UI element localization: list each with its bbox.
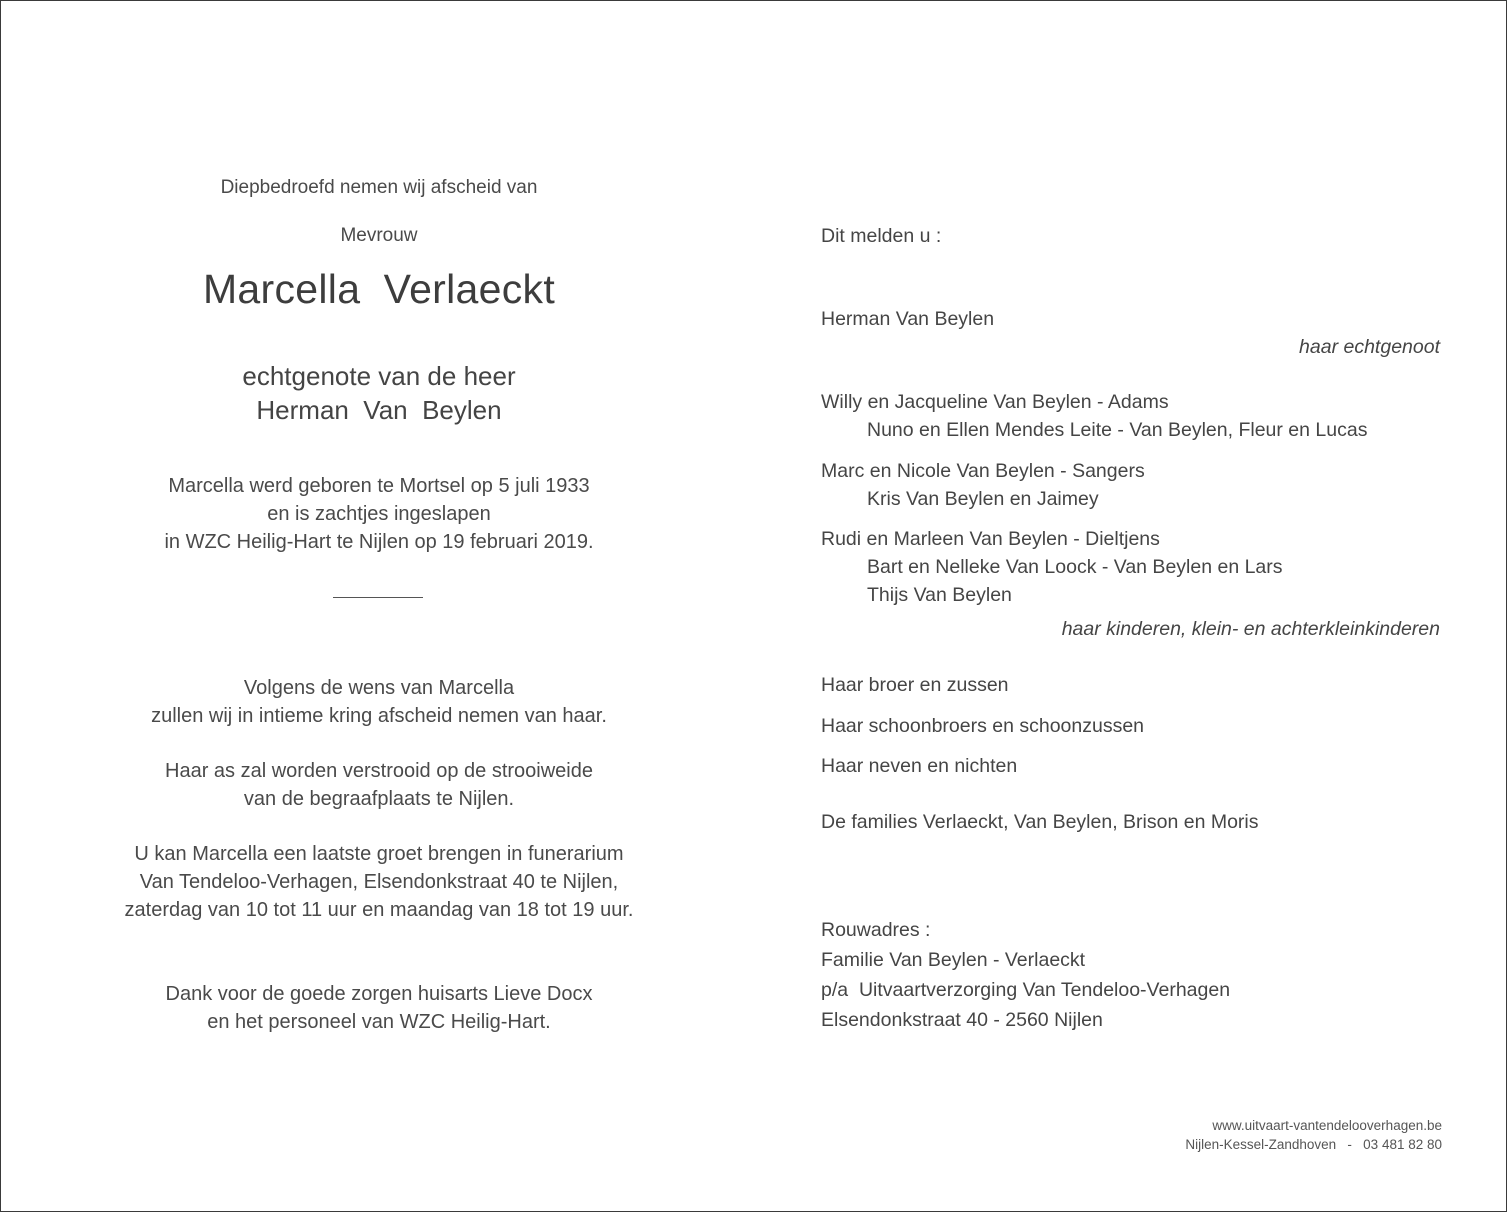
- website-text: www.uitvaart-vantendelooverhagen.be: [1212, 1118, 1442, 1133]
- divider-line: [333, 597, 423, 598]
- siblings: Haar broer en zussen: [821, 674, 1009, 696]
- wish-line-1: Volgens de wens van Marcella: [243, 677, 515, 699]
- ash-line-2: van de begraafplaats te Nijlen.: [243, 788, 515, 810]
- address-line-3: Elsendonkstraat 40 - 2560 Nijlen: [821, 1009, 1103, 1031]
- birth-line-3: in WZC Heilig-Hart te Nijlen op 19 februari 2019.: [164, 531, 594, 553]
- ash-line-1: Haar as zal worden verstrooid op de strooiweide: [165, 760, 593, 782]
- spouse-line-1: echtgenote van de heer: [242, 361, 516, 391]
- birth-line-1: Marcella werd geboren te Mortsel op 5 juli 1933: [168, 475, 590, 497]
- deceased-name: Marcella Verlaeckt: [202, 266, 556, 312]
- visit-line-3: zaterdag van 10 tot 11 uur en maandag van 18 tot 19 uur.: [124, 899, 634, 921]
- child-2: Marc en Nicole Van Beylen - Sangers: [821, 460, 1145, 482]
- visit-line-2: Van Tendeloo-Verhagen, Elsendonkstraat 40 te Nijlen,: [139, 871, 619, 893]
- in-laws: Haar schoonbroers en schoonzussen: [821, 715, 1145, 737]
- visit-line-1: U kan Marcella een laatste groet brengen in funerarium: [134, 843, 624, 865]
- address-line-1: Familie Van Beylen - Verlaeckt: [821, 949, 1086, 971]
- child-1: Willy en Jacqueline Van Beylen - Adams: [821, 391, 1169, 413]
- spouse-line-2: Herman Van Beylen: [256, 395, 502, 425]
- thanks-line-1: Dank voor de goede zorgen huisarts Lieve Docx: [165, 983, 593, 1005]
- husband-name: Herman Van Beylen: [821, 308, 995, 330]
- thanks-line-2: en het personeel van WZC Heilig-Hart.: [207, 1011, 551, 1033]
- birth-line-2: en is zachtjes ingeslapen: [267, 503, 491, 525]
- husband-role: haar echtgenoot: [1299, 336, 1440, 358]
- announce-text: Dit melden u :: [821, 225, 942, 247]
- child-2-descendants: Kris Van Beylen en Jaimey: [867, 488, 1099, 510]
- wish-line-2: zullen wij in intieme kring afscheid nemen van haar.: [151, 705, 607, 727]
- children-role: haar kinderen, klein- en achterkleinkinderen: [1061, 618, 1440, 640]
- address-line-2: p/a Uitvaartverzorging Van Tendeloo-Verhagen: [821, 979, 1231, 1001]
- child-1-descendants: Nuno en Ellen Mendes Leite - Van Beylen, Fleur en Lucas: [867, 419, 1368, 441]
- address-label: Rouwadres :: [821, 919, 931, 941]
- child-3-descendants-1: Bart en Nelleke Van Loock - Van Beylen en Lars: [867, 556, 1283, 578]
- intro-text: Diepbedroefd nemen wij afscheid van: [220, 177, 538, 198]
- contact-text: Nijlen-Kessel-Zandhoven - 03 481 82 80: [1185, 1137, 1442, 1152]
- child-3-descendants-2: Thijs Van Beylen: [867, 584, 1012, 606]
- families: De families Verlaeckt, Van Beylen, Brison en Moris: [821, 811, 1259, 833]
- salutation: Mevrouw: [340, 225, 418, 246]
- cousins: Haar neven en nichten: [821, 755, 1018, 777]
- child-3: Rudi en Marleen Van Beylen - Dieltjens: [821, 528, 1160, 550]
